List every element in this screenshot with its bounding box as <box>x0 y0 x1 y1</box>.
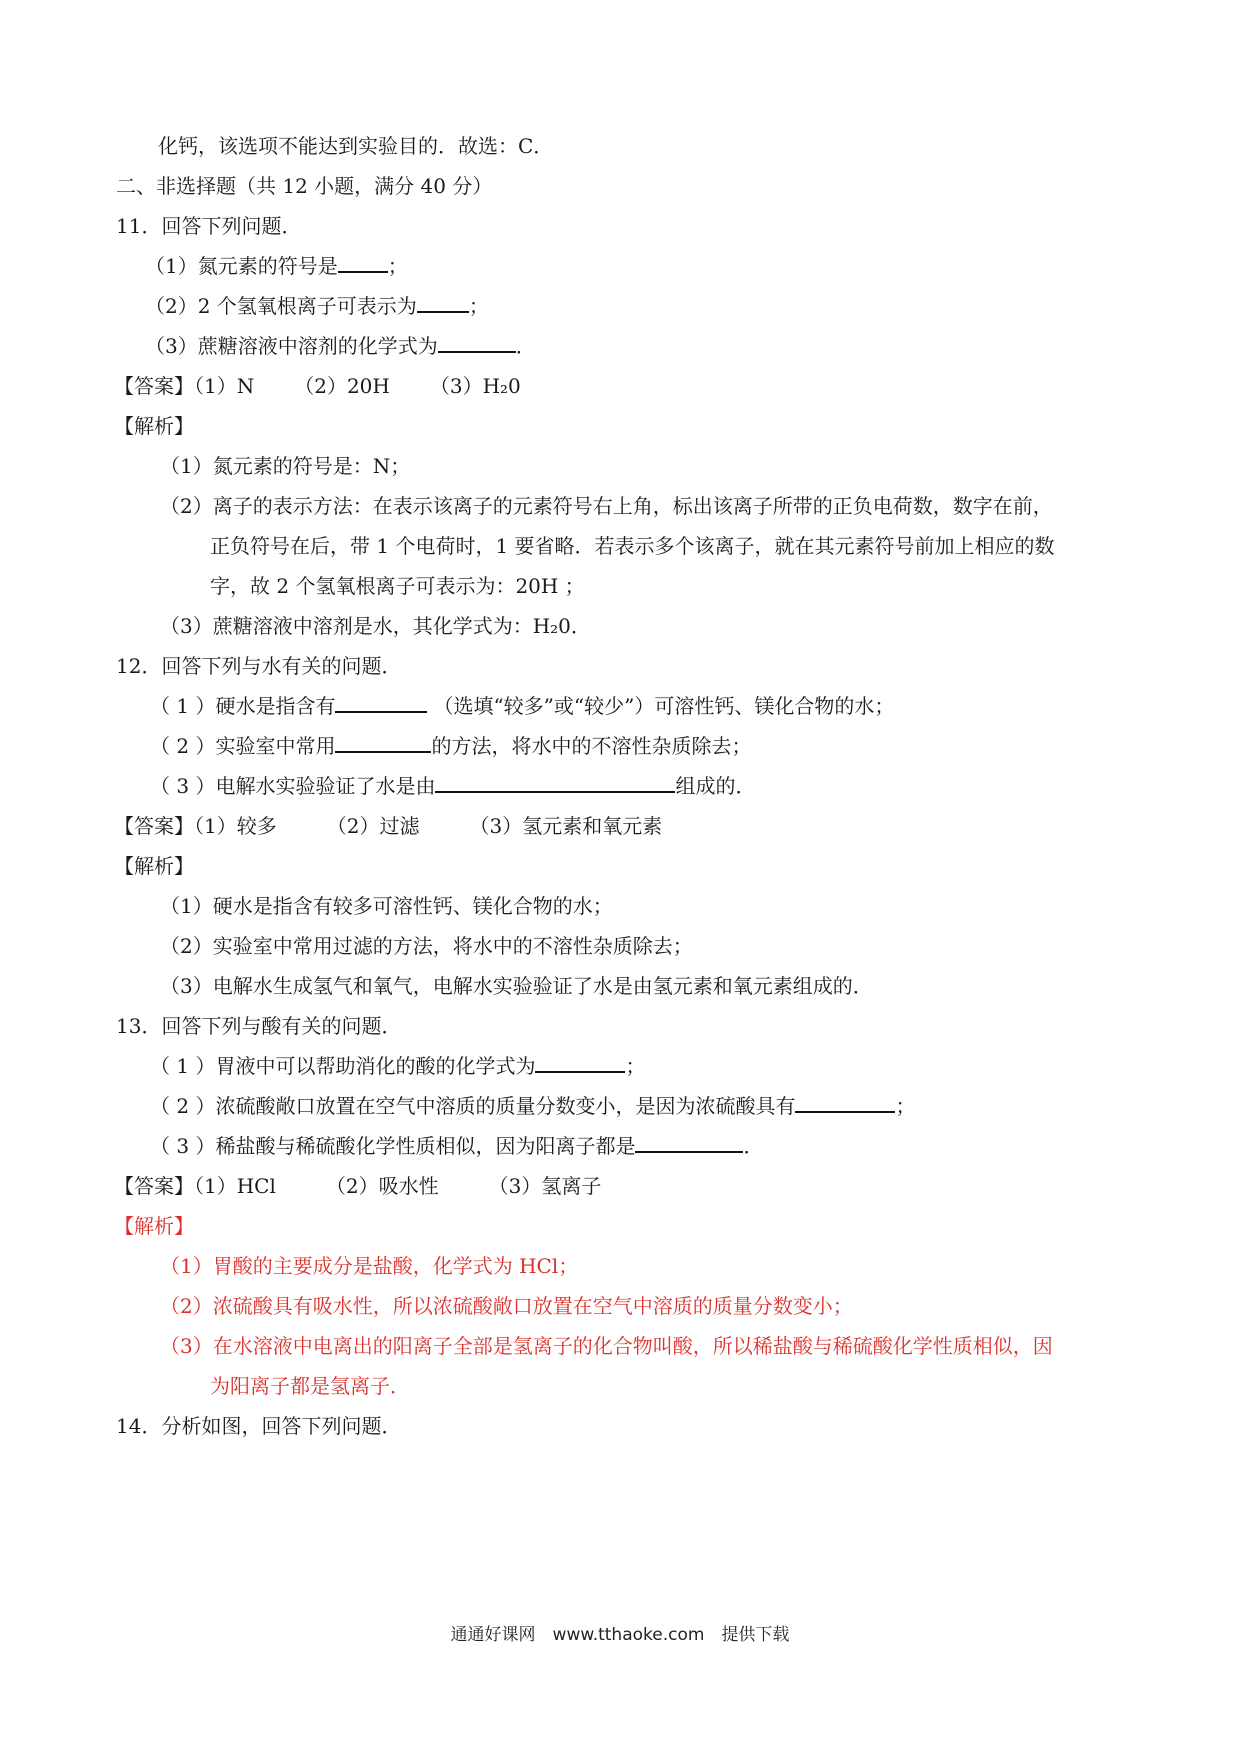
answer-12 <box>114 812 662 840</box>
answer-blank <box>535 1053 625 1073</box>
text: （1）氮元素的符号是 <box>145 254 338 278</box>
question-14-title: 14．分析如图，回答下列问题． <box>116 1414 402 1438</box>
text: ． <box>743 1134 764 1158</box>
analysis-line: （2）实验室中常用过滤的方法，将水中的不溶性杂质除去； <box>160 934 693 958</box>
question-11-item-3 <box>145 332 536 360</box>
text: （选填“较多”或“较少”）可溶性钙、镁化合物的水； <box>433 694 895 718</box>
answer-13 <box>114 1172 601 1200</box>
text: （ 1 ）胃液中可以帮助消化的酸的化学式为 <box>150 1054 536 1078</box>
text: （2）2 个氢氧根离子可表示为 <box>145 294 417 318</box>
answer-blank <box>335 693 427 713</box>
analysis-line: （1）氮元素的符号是：N； <box>160 454 411 478</box>
question-12-item-3 <box>150 772 755 800</box>
answer-blank <box>635 1133 743 1153</box>
question-13-item-3 <box>150 1132 763 1160</box>
question-12-item-2 <box>150 732 751 760</box>
text: ； <box>387 254 408 278</box>
text: （ 1 ）硬水是指含有 <box>150 694 336 718</box>
page-footer: 通通好课网 www.tthaoke.com 提供下载 <box>450 1625 790 1645</box>
text: （ 2 ）实验室中常用 <box>150 734 336 758</box>
text: 组成的． <box>675 774 756 798</box>
answer-item: （1）较多 <box>194 814 277 838</box>
analysis-heading-red: 【解析】 <box>114 1214 194 1238</box>
question-12-item-1 <box>150 692 894 720</box>
answer-item: （3）氢元素和氧元素 <box>469 814 663 838</box>
answer-label: 【答案】 <box>114 374 194 398</box>
analysis-line-red: （1）胃酸的主要成分是盐酸，化学式为 HCl； <box>160 1254 579 1278</box>
text: ； <box>895 1094 916 1118</box>
analysis-line: 字，故 2 个氢氧根离子可表示为：20H ； <box>210 574 585 598</box>
question-11-title: 11．回答下列问题． <box>116 214 302 238</box>
analysis-line: （3）电解水生成氢气和氧气，电解水实验验证了水是由氢元素和氧元素组成的． <box>160 974 873 998</box>
text: （ 3 ）稀盐酸与稀硫酸化学性质相似，因为阳离子都是 <box>150 1134 636 1158</box>
text-line: 化钙，该选项不能达到实验目的．故选：C． <box>158 134 554 158</box>
analysis-heading: 【解析】 <box>114 854 194 878</box>
text: ； <box>468 294 489 318</box>
answer-blank <box>435 773 675 793</box>
answer-blank <box>338 253 388 273</box>
answer-item: （2）过滤 <box>326 814 420 838</box>
analysis-line: （2）离子的表示方法：在表示该离子的元素符号右上角，标出该离子所带的正负电荷数，数字在前， <box>160 494 1053 518</box>
answer-11 <box>114 372 521 400</box>
answer-item: （1）HCl <box>194 1174 276 1198</box>
answer-label: 【答案】 <box>114 1174 194 1198</box>
text: （ 2 ）浓硫酸敞口放置在空气中溶质的质量分数变小，是因为浓硫酸具有 <box>150 1094 796 1118</box>
analysis-line: （3）蔗糖溶液中溶剂是水，其化学式为：H₂0． <box>160 614 591 638</box>
answer-blank <box>438 333 516 353</box>
analysis-line: 正负符号在后，带 1 个电荷时，1 要省略．若表示多个该离子，就在其元素符号前加上相应的数 <box>210 534 1055 558</box>
analysis-line-red: 为阳离子都是氢离子． <box>210 1374 410 1398</box>
question-13-item-1 <box>150 1052 645 1080</box>
answer-item: （2）吸水性 <box>325 1174 439 1198</box>
answer-item: （3）氢离子 <box>488 1174 602 1198</box>
answer-blank <box>417 293 469 313</box>
answer-item: （2）20H <box>294 374 390 398</box>
question-13-title: 13．回答下列与酸有关的问题． <box>116 1014 402 1038</box>
text: （3）蔗糖溶液中溶剂的化学式为 <box>145 334 438 358</box>
answer-label: 【答案】 <box>114 814 194 838</box>
answer-item: （3）H₂0 <box>429 374 521 398</box>
analysis-line-red: （2）浓硫酸具有吸水性，所以浓硫酸敞口放置在空气中溶质的质量分数变小； <box>160 1294 853 1318</box>
question-12-title: 12．回答下列与水有关的问题． <box>116 654 402 678</box>
question-13-item-2 <box>150 1092 915 1120</box>
text: ． <box>515 334 536 358</box>
section-heading: 二、非选择题（共 12 小题，满分 40 分） <box>116 174 493 198</box>
analysis-line-red: （3）在水溶液中电离出的阳离子全部是氢离子的化合物叫酸，所以稀盐酸与稀硫酸化学性质相似，因 <box>160 1334 1053 1358</box>
answer-blank <box>795 1093 895 1113</box>
analysis-heading: 【解析】 <box>114 414 194 438</box>
answer-item: （1）N <box>194 374 255 398</box>
answer-blank <box>335 733 431 753</box>
analysis-line: （1）硬水是指含有较多可溶性钙、镁化合物的水； <box>160 894 613 918</box>
text: ； <box>625 1054 646 1078</box>
question-11-item-1 <box>145 252 408 280</box>
text: （ 3 ）电解水实验验证了水是由 <box>150 774 436 798</box>
text: 的方法，将水中的不溶性杂质除去； <box>431 734 752 758</box>
question-11-item-2 <box>145 292 489 320</box>
